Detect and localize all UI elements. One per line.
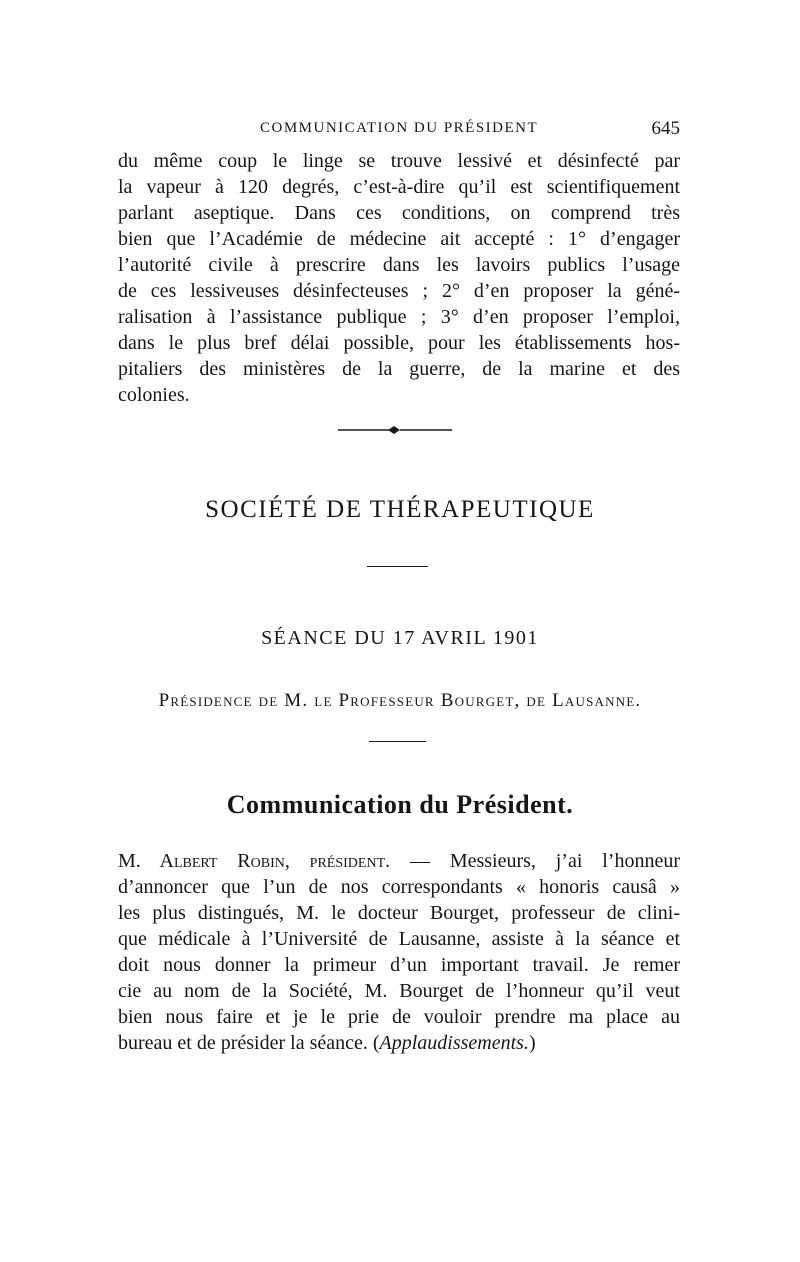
ornament-divider: [338, 426, 452, 434]
paragraph-laundry-disinfection: [118, 148, 680, 408]
text-line: pitaliers des ministères de la guerre, de la marine et des: [118, 358, 680, 380]
text-line: du même coup le linge se trouve lessivé et désinfecté par: [118, 150, 680, 172]
text-line: bien nous faire et je le prie de vouloir prendre ma place au: [118, 1006, 680, 1028]
horizontal-rule: [369, 741, 426, 742]
text-line: de ces lessiveuses désinfecteuses ; 2° d’en proposer la géné-: [118, 280, 680, 302]
text-line: ralisation à l’assistance publique ; 3° d’en proposer l’emploi,: [118, 306, 680, 328]
running-head: [118, 118, 680, 142]
text-line: d’annoncer que l’un de nos correspondants « honoris causâ »: [118, 876, 680, 898]
text-line: les plus distingués, M. le docteur Bourget, professeur de clini-: [118, 902, 680, 924]
text-line: l’autorité civile à prescrire dans les lavoirs publics l’usage: [118, 254, 680, 276]
applause-note: Applaudissements.: [379, 1032, 529, 1054]
text-line: dans le plus bref délai possible, pour les établissements hos-: [118, 332, 680, 354]
session-title: SÉANCE DU 17 AVRIL 1901: [261, 627, 539, 649]
text-line: bien que l’Académie de médecine ait accepté : 1° d’engager: [118, 228, 680, 250]
line-text: ): [528, 1032, 536, 1054]
society-title: SOCIÉTÉ DE THÉRAPEUTIQUE: [205, 496, 595, 523]
text-line: cie au nom de la Société, M. Bourget de l’honneur qu’il veut: [118, 980, 680, 1002]
line-text: bureau et de présider la séance. (: [118, 1032, 380, 1054]
running-title: COMMUNICATION DU PRÉSIDENT: [260, 120, 539, 136]
line-text: — Messieurs, j’ai l’honneur: [390, 850, 680, 872]
section-heading: Communication du Président.: [226, 790, 574, 819]
horizontal-rule: [367, 566, 428, 567]
paragraph-president-address: [118, 848, 680, 1056]
speaker-name: M. Albert Robin, président.: [118, 850, 391, 872]
text-line: parlant aseptique. Dans ces conditions, on comprend très: [118, 202, 680, 224]
text-line: que médicale à l’Université de Lausanne, assiste à la séance et: [118, 928, 680, 950]
text-line: [118, 1030, 680, 1056]
text-line: la vapeur à 120 degrés, c’est-à-dire qu’il est scientifiquement: [118, 176, 680, 198]
text-line: doit nous donner la primeur d’un important travail. Je remer: [118, 954, 680, 976]
presidency-line: Présidence de M. le Professeur Bourget, de Lausanne.: [158, 690, 642, 711]
text-line: colonies.: [118, 384, 190, 406]
text-line: [118, 848, 680, 874]
page-number: 645: [651, 118, 680, 139]
